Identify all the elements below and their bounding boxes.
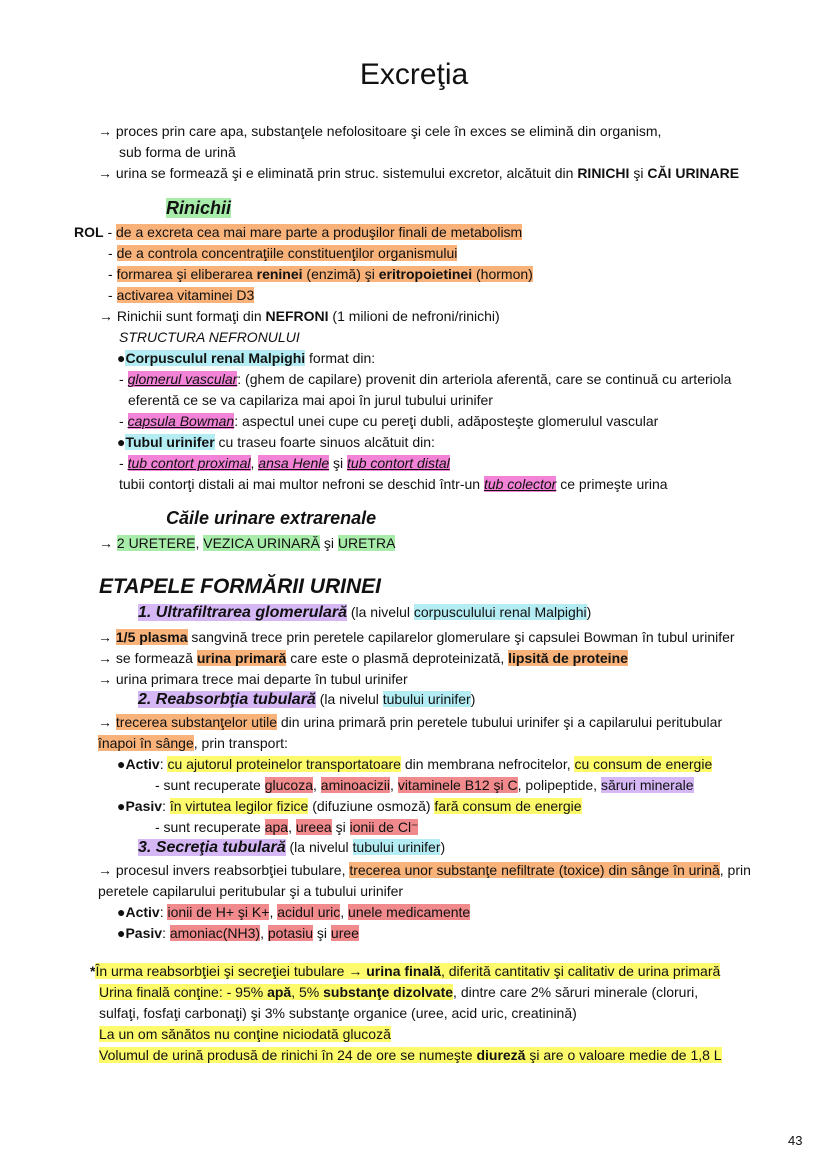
ansa-henle: ansa Henle [258, 455, 330, 471]
nefroni-line [99, 307, 500, 325]
acid-uric: acidul uric [277, 904, 341, 920]
apa: apa [264, 819, 289, 835]
stage-2-line-1 [98, 713, 722, 731]
dash: - [108, 266, 117, 282]
sep: , [269, 904, 278, 920]
potasiu: potasiu [267, 925, 314, 941]
vezica: VEZICA URINARĂ [203, 535, 320, 551]
tub-proximal: tub contort proximal [127, 455, 251, 471]
text: (la nivelul [285, 839, 353, 855]
final-line-2 [99, 983, 698, 1001]
intro-text: → urina se formează şi e eliminată prin struc. sistemului excretor, alcătuit din [98, 165, 578, 181]
stage-3-line-2: peretele capilarului peritubular şi a tubului urinifer [98, 883, 404, 899]
dash: - [119, 371, 128, 387]
tub-line [117, 433, 435, 451]
text: - sunt recuperate [155, 777, 265, 793]
text: (la nivelul [346, 604, 414, 620]
stage-title: 1. Ultrafiltrarea glomerulară [138, 604, 347, 621]
uretere: 2 URETERE [116, 535, 196, 551]
substante-utile: trecerea substanţelor utile [115, 714, 277, 730]
text: tubii contorţi distali ai mai multor nefroni se deschid într-un [119, 476, 484, 492]
bullet: ● [117, 434, 126, 450]
text: din membrana nefrocitelor, [400, 756, 575, 772]
vitamine: vitaminele B12 şi C [397, 777, 518, 793]
saruri-minerale: săruri minerale [600, 777, 694, 793]
secretie-activ-line [117, 903, 470, 921]
rol-line-4 [108, 286, 254, 304]
uree: uree [330, 925, 359, 941]
asterisk: * [90, 963, 96, 979]
sep: şi [319, 535, 338, 551]
stage-1-line-1 [98, 628, 735, 646]
location: corpusculului renal Malpighi [413, 604, 587, 620]
text: sangvină trece prin peretele capilarelor glomerulare şi capsulei Bowman în tubul urinifer [187, 629, 735, 645]
substante-dizolvate: substanţe dizolvate [323, 984, 454, 1000]
dash: - [103, 224, 117, 240]
text: - sunt recuperate [155, 819, 265, 835]
sep: şi [329, 455, 348, 471]
urina-finala: urina finală [366, 963, 441, 979]
recuperate-line-1 [155, 776, 694, 794]
bullet: ● [117, 904, 126, 920]
dash: - [119, 413, 128, 429]
dash: - [108, 245, 117, 261]
dash: - [119, 455, 128, 471]
text: În urma reabsorbţiei şi secreţiei tubulare → [95, 963, 367, 979]
intro-line-2: sub forma de urină [119, 144, 236, 160]
page-title: Excreţia [359, 58, 469, 91]
pasiv-label: Pasiv [125, 925, 163, 941]
activ-label: Activ [125, 904, 160, 920]
text: (1 milioni de nefroni/rinichi) [328, 308, 500, 324]
activ-energy: cu consum de energie [574, 756, 713, 772]
text: : [159, 904, 168, 920]
diureza: diureză [476, 1047, 526, 1063]
aminoacizii: aminoacizii [320, 777, 391, 793]
text: şi are o valoare medie de 1,8 L [525, 1047, 722, 1063]
location: tubului urinifer [382, 691, 471, 707]
intro-line-3 [98, 164, 739, 182]
final-line-3: sulfaţi, fosfaţi carbonaţi) şi 3% substanţe organice (uree, acid uric, creatinină) [99, 1005, 577, 1021]
text: → Rinichii sunt formaţi din [99, 308, 266, 324]
sep: , [340, 904, 349, 920]
stage-2-line-2 [98, 734, 288, 752]
renina: reninei [256, 266, 303, 282]
urina-primara: urina primară [196, 650, 287, 666]
text: care este o plasmă deproteinizată, [286, 650, 509, 666]
tub-urinifer: Tubul urinifer [125, 434, 215, 450]
final-line-5 [99, 1046, 722, 1064]
location: tubului urinifer [352, 839, 441, 855]
pasiv-mechanism: în virtutea legilor fizice [169, 798, 309, 814]
stage-1-line-3: → urina primara trece mai departe în tubul urinifer [98, 671, 408, 687]
nefroni: NEFRONI [265, 308, 329, 324]
capsula-line [119, 412, 658, 430]
ionii-cl: ionii de Cl⁻ [349, 819, 419, 835]
uretra: URETRA [337, 535, 396, 551]
activ-line [117, 755, 712, 773]
text: : [162, 925, 170, 941]
arrow: → [99, 535, 117, 551]
tub-colector: tub colector [483, 476, 557, 492]
text: (enzimă) şi [302, 266, 379, 282]
rol-line-2 [108, 244, 457, 262]
intro-cai-urinare: CĂI URINARE [647, 165, 740, 181]
text: format din: [305, 350, 376, 366]
cai-line [99, 534, 395, 552]
final-highlight [95, 963, 720, 979]
stage-3-line-1 [98, 861, 751, 879]
tub-parts-line [119, 454, 450, 472]
tub-distal: tub contort distal [347, 455, 450, 471]
text: formarea şi eliberarea [116, 266, 257, 282]
text: : aspectul unei cupe cu pereţi dubli, adăposteşte glomerulul vascular [234, 413, 659, 429]
arrow: → [98, 714, 116, 730]
final-highlight [99, 1047, 722, 1063]
rol-label: ROL [74, 224, 104, 240]
stage-title: 3. Secreţia tubulară [138, 839, 286, 856]
medicamente: unele medicamente [348, 904, 471, 920]
text: , prin transport: [193, 735, 288, 751]
pasiv-line [117, 797, 582, 815]
text: → se formează [98, 650, 197, 666]
stage-3-title [138, 838, 445, 858]
activ-label: Activ [125, 756, 160, 772]
bullet: ● [117, 925, 126, 941]
section-heading-rinichi [166, 197, 231, 219]
arrow: → [98, 629, 116, 645]
text: , prin [719, 862, 751, 878]
stage-title: 2. Reabsorbţia tubulară [138, 691, 316, 708]
bullet: ● [117, 798, 126, 814]
corpuscul-line [117, 349, 375, 367]
glomerul-line-2: eferentă ce se va capilariza mai apoi în jurul tubului urinifer [128, 392, 493, 408]
stage-1-title [138, 603, 591, 623]
text: (hormon) [472, 266, 533, 282]
text: : [162, 798, 170, 814]
text: , 5% [291, 984, 324, 1000]
text: , polipeptide, [517, 777, 601, 793]
stage-2-title [138, 690, 475, 710]
glomerul-line [119, 370, 731, 388]
heading-text: Rinichii [166, 198, 232, 218]
lipsita-proteine: lipsită de proteine [508, 650, 628, 666]
text: ) [470, 691, 476, 707]
sep: , [250, 455, 259, 471]
rol-line-1 [74, 223, 522, 241]
text: , diferită cantitativ şi calitativ de urina primară [440, 963, 721, 979]
intro-line-1: → proces prin care apa, substanţele nefolositoare şi cele în exces se elimină din organism, [98, 123, 662, 139]
structura-label: STRUCTURA NEFRONULUI [119, 329, 300, 345]
capsula: capsula Bowman [127, 413, 235, 429]
apa: apă [267, 984, 292, 1000]
text: ce primeşte urina [556, 476, 668, 492]
sep: , [195, 535, 204, 551]
text: (difuziune osmoză) [308, 798, 435, 814]
text: : [159, 756, 168, 772]
sep: , [313, 777, 321, 793]
activ-mechanism: cu ajutorul proteinelor transportatoare [167, 756, 401, 772]
sep: , [260, 925, 268, 941]
rol-item: activarea vitaminei D3 [116, 287, 255, 303]
pasiv-label: Pasiv [125, 798, 163, 814]
secretie-pasiv-line [117, 924, 359, 942]
text: Volumul de urină produsă de rinichi în 24 de ore se numeşte [99, 1047, 477, 1063]
text: cu traseu foarte sinuos alcătuit din: [214, 434, 435, 450]
final-line-1 [90, 962, 720, 980]
section-heading-cai: Căile urinare extrarenale [166, 508, 377, 528]
stage-1-line-2 [98, 649, 628, 667]
bullet: ● [117, 350, 126, 366]
text: ) [440, 839, 446, 855]
rol-item: de a controla concentraţiile constituenţilor organismului [116, 245, 458, 261]
glucoza-note: La un om sănătos nu conţine niciodată glucoză [99, 1026, 391, 1042]
pasiv-energy: fară consum de energie [434, 798, 582, 814]
rol-item [117, 266, 533, 282]
inapoi-sange: înapoi în sânge [98, 735, 194, 751]
text: ) [586, 604, 592, 620]
intro-sep: şi [629, 165, 648, 181]
amoniac: amoniac(NH3) [169, 925, 261, 941]
sep: , [390, 777, 398, 793]
final-highlight [99, 984, 453, 1000]
corpuscul: Corpusculul renal Malpighi [125, 350, 306, 366]
text: , dintre care 2% săruri minerale (cloruri, [453, 984, 699, 1000]
text: din urina primară prin peretele tubului urinifer şi a capilarului peritubular [276, 714, 723, 730]
plasma: 1/5 plasma [115, 629, 188, 645]
ureea: ureea [295, 819, 332, 835]
substante-toxice: trecerea unor substanţe nefiltrate (toxice) din sânge în urină [349, 862, 720, 878]
bullet: ● [117, 756, 126, 772]
glomerul: glomerul vascular [127, 371, 238, 387]
section-heading-etape: ETAPELE FORMĂRII URINEI [99, 575, 381, 598]
text: : (ghem de capilare) provenit din arteriola aferentă, care se continuă cu arteriola [237, 371, 732, 387]
text: → procesul invers reabsorbţiei tubulare, [98, 862, 350, 878]
ionii-h-k: ionii de H+ şi K+ [167, 904, 270, 920]
final-line-4 [99, 1025, 391, 1043]
eritropoietina: eritropoietinei [378, 266, 473, 282]
page-number: 43 [788, 1133, 803, 1148]
rol-line-3 [108, 265, 533, 283]
colector-line [119, 475, 668, 493]
text: Urina finală conţine: - 95% [99, 984, 268, 1000]
text: (la nivelul [315, 691, 383, 707]
sep: şi [331, 819, 350, 835]
glucoza: glucoza [264, 777, 313, 793]
intro-rinichi: RINICHI [577, 165, 630, 181]
rol-item: de a excreta cea mai mare parte a produşilor finali de metabolism [116, 224, 523, 240]
sep: şi [313, 925, 331, 941]
sep: , [288, 819, 296, 835]
dash: - [108, 287, 117, 303]
recuperate-line-2 [155, 818, 418, 836]
